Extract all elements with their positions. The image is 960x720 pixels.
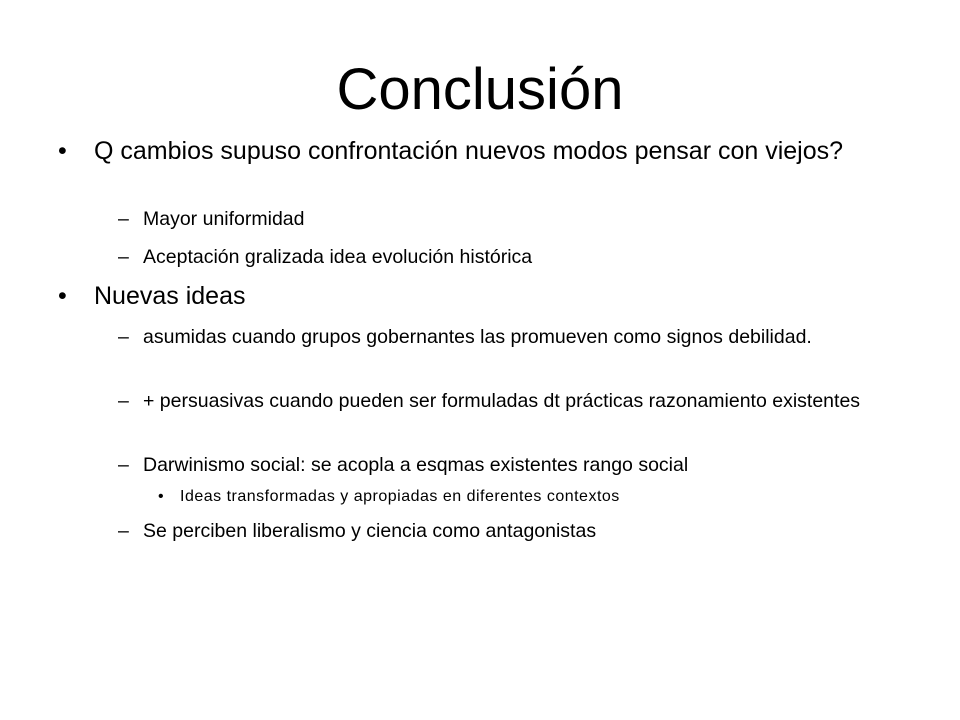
sub-bullet-text: Mayor uniformidad [143,208,305,230]
sub-bullet-text: Se perciben liberalismo y ciencia como antagonistas [143,520,597,542]
dash-marker: – [118,390,129,412]
bullet-marker: • [58,282,67,310]
dash-marker: – [118,246,129,268]
dash-marker: – [118,208,129,230]
bullet-marker: • [158,488,165,505]
sub-bullet-item [118,453,898,477]
sub-bullet-text: Aceptación gralizada idea evolución histórica [143,246,533,268]
sub-sub-bullet-text: Ideas transformadas y apropiadas en diferentes contextos [180,488,620,505]
sub-bullet-item [118,245,898,269]
sub-bullet-text: Darwinismo social: se acopla a esqmas existentes rango social [143,454,689,476]
bullet-text: Q cambios supuso confrontación nuevos modos pensar con viejos? [94,137,844,165]
sub-sub-bullet-item [158,487,898,507]
sub-bullet-text: asumidas cuando grupos gobernantes las promueven como signos debilidad. [143,326,812,348]
sub-bullet-item [118,519,898,543]
bullet-marker: • [58,137,67,165]
dash-marker: – [118,520,129,542]
slide-title: Conclusión [336,57,624,122]
bullet-item [58,136,898,167]
sub-bullet-text: + persuasivas cuando pueden ser formuladas dt prácticas razonamiento existentes [143,390,861,412]
sub-bullet-item [118,389,898,413]
bullet-item [58,281,898,312]
dash-marker: – [118,454,129,476]
bullet-text: Nuevas ideas [94,282,246,310]
sub-bullet-item [118,325,898,349]
dash-marker: – [118,326,129,348]
sub-bullet-item [118,207,898,231]
